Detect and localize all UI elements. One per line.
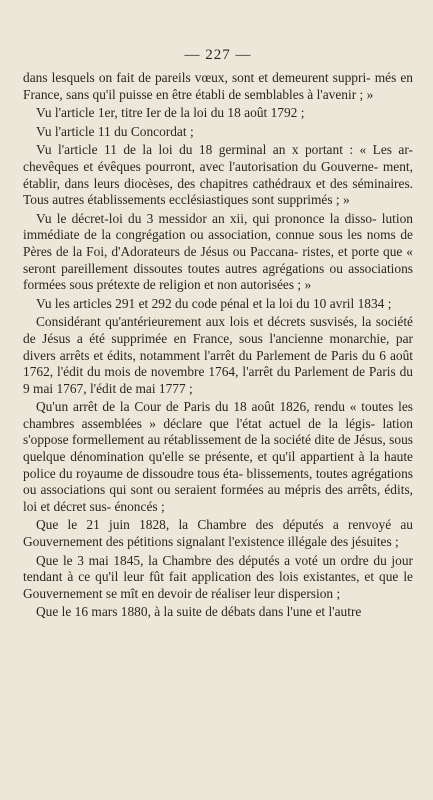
- paragraph: Qu'un arrêt de la Cour de Paris du 18 août 1826, rendu « toutes les chambres assemblées » déclare que l'état actuel de la légis- lation s'oppose formellement au rétablissement de la société dite de Jésus, sous quelque dénomination qu'elle se présente, et qu'il appartient à la haute police du royaume de dissoudre tous éta- blissements, toutes agrégations ou associations qui sont ou seraient formées au mépris des arrêts, édits, loi et décret sus- énoncés ;: [23, 399, 413, 514]
- paragraph: Que le 21 juin 1828, la Chambre des députés a renvoyé au Gouvernement des pétitions signalant l'existence illégale des jésuites ;: [23, 517, 413, 550]
- paragraph: Vu l'article 1er, titre Ier de la loi du 18 août 1792 ;: [36, 105, 305, 121]
- page-body: [23, 70, 413, 621]
- paragraph: Que le 16 mars 1880, à la suite de débats dans l'une et l'autre: [36, 604, 362, 620]
- paragraph: Vu le décret-loi du 3 messidor an xii, qui prononce la disso- lution immédiate de la congrégation ou association, connue sous les noms de Pères de la Foi, d'Adorateurs de Jésus ou Paccana- ristes, et porte que « seront pareillement dissoutes toutes autres agrégations ou associations formées sous prétexte de religion et non autorisées ; »: [23, 210, 413, 293]
- paragraph: Que le 3 mai 1845, la Chambre des députés a voté un ordre du jour tendant à ce qu'il leur fût fait application des lois existantes, et que le Gouvernement se mît en devoir de réaliser leur dispersion ;: [23, 552, 413, 601]
- paragraph: dans lesquels on fait de pareils vœux, sont et demeurent suppri- més en France, sans qu'il puisse en être établi de semblables à l'avenir ; »: [23, 70, 413, 102]
- page-number: — 227 —: [184, 47, 252, 63]
- paragraph: Vu l'article 11 de la loi du 18 germinal an x portant : « Les ar- chevêques et évêques pourront, avec l'autorisation du Gouverne- ment, établir, dans leurs diocèses, des chapitres cathédraux et des séminaires. Tous autres établissements ecclésiastiques sont supprimés ; »: [23, 142, 413, 208]
- paragraph: Vu les articles 291 et 292 du code pénal et la loi du 10 avril 1834 ;: [36, 295, 392, 311]
- paragraph: Vu l'article 11 du Concordat ;: [36, 123, 194, 139]
- paragraph: Considérant qu'antérieurement aux lois et décrets susvisés, la société de Jésus a été supprimée en France, sous l'ancienne monarchie, par divers arrêts et édits, notamment l'arrêt du Parlement de Paris du 6 août 1762, l'édit du mois de novembre 1764, l'arrêt du Parlement de Paris du 9 mai 1767, l'édit de mai 1777 ;: [23, 314, 413, 396]
